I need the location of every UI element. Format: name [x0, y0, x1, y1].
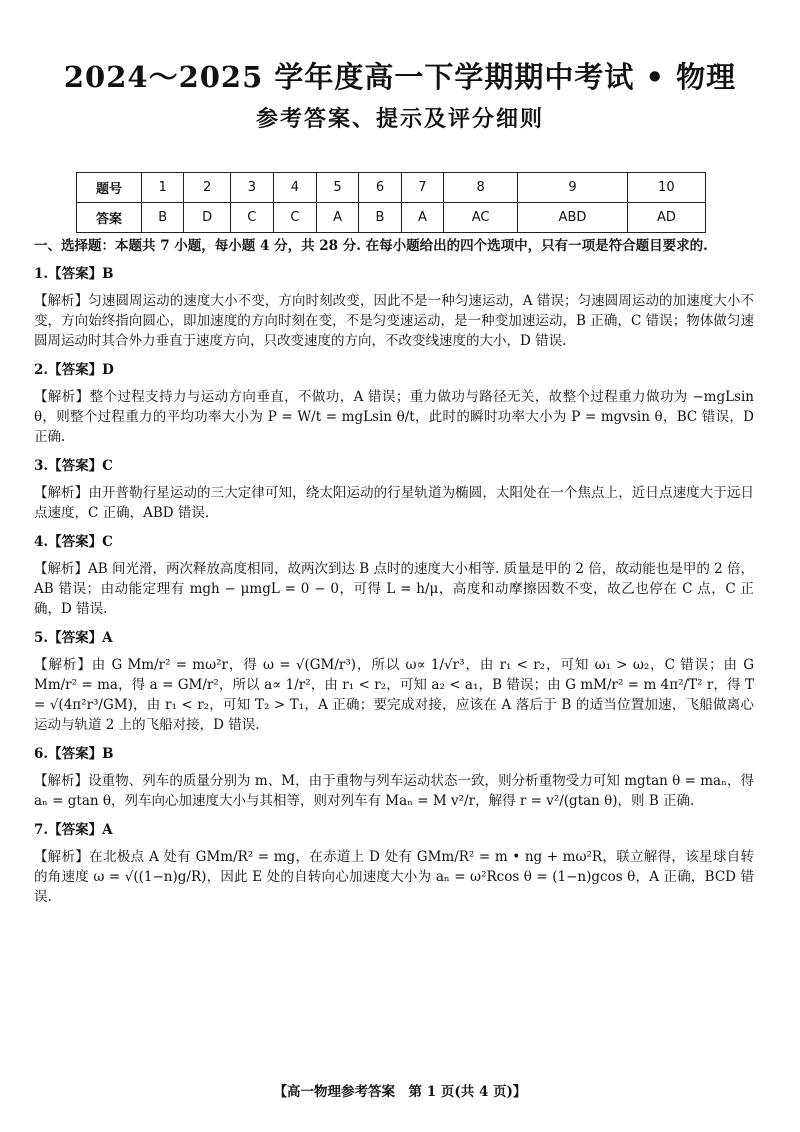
question-number: 8 [444, 173, 518, 203]
row-label-number: 题号 [77, 173, 142, 203]
answer-table-number-row [77, 173, 706, 203]
question-number: 5 [316, 173, 358, 203]
question-number: 7 [401, 173, 443, 203]
question-number: 10 [627, 173, 705, 203]
question-number: 1 [142, 173, 184, 203]
question-block [34, 264, 754, 351]
page-title: 2024～2025 学年度高一下学期期中考试 • 物理 [63, 60, 737, 94]
question-block [34, 532, 754, 619]
section-heading: 一、选择题：本题共 7 小题，每小题 4 分，共 28 分. 在每小题给出的四个选项中，只有一项是符合题目要求的. [34, 238, 708, 254]
answer-explanations [34, 236, 754, 916]
question-answer-label: 1.【答案】B [34, 266, 114, 282]
question-answer-label: 2.【答案】D [34, 362, 114, 378]
question-answer-label: 5.【答案】A [34, 630, 113, 646]
question-block [34, 456, 754, 523]
question-answer-label: 7.【答案】A [34, 822, 113, 838]
explanation-text: 【解析】AB 间光滑，两次释放高度相同，故两次到达 B 点时的速度大小相等. 质量是甲的 2 倍，故动能也是甲的 2 倍，AB 错误；由动能定理有 mgh − μmgL = 0 − 0，可得 L = h/μ，高度和动摩擦因数不变，故乙也停在 C 点，C 正确，D 错误. [34, 561, 754, 617]
explanation-text: 【解析】整个过程支持力与运动方向垂直，不做功，A 错误；重力做功与路径无关，故整个过程重力做功为 −mgLsin θ，则整个过程重力的平均功率大小为 P = W/t = mgLsin θ/t，此时的瞬时功率大小为 P = mgvsin θ，BC 错误，D 正确. [34, 389, 754, 445]
question-number: 3 [230, 173, 273, 203]
question-block [34, 820, 754, 907]
question-block [34, 744, 754, 811]
answer-cell: A [401, 203, 443, 233]
question-answer-label: 3.【答案】C [34, 458, 113, 474]
answer-cell: B [142, 203, 184, 233]
answer-cell: AC [444, 203, 518, 233]
question-number: 4 [273, 173, 316, 203]
explanation-text: 【解析】由开普勒行星运动的三大定律可知，绕太阳运动的行星轨道为椭圆，太阳处在一个焦点上，近日点速度大于远日点速度，C 正确，ABD 错误. [34, 485, 754, 521]
question-number: 2 [184, 173, 230, 203]
answer-cell: AD [627, 203, 705, 233]
question-number: 9 [518, 173, 628, 203]
explanation-text: 【解析】设重物、列车的质量分别为 m、M，由于重物与列车运动状态一致，则分析重物受力可知 mgtan θ = maₙ，得 aₙ = gtan θ，列车向心加速度大小与其相等，则对列车有 Maₙ = M v²/r，解得 r = v²/(gtan θ)，则 B 正确. [34, 773, 754, 809]
question-number: 6 [359, 173, 401, 203]
answer-table-answer-row [77, 203, 706, 233]
explanation-text: 【解析】匀速圆周运动的速度大小不变，方向时刻改变，因此不是一种匀速运动，A 错误；匀速圆周运动的加速度大小不变，方向始终指向圆心，即加速度的方向时刻在变，不是匀变速运动，是一种变加速运动，B 正确，C 错误；物体做匀速圆周运动时其合外力垂直于速度方向，只改变速度的方向，不改变线速度的大小，D 错误. [34, 293, 754, 349]
answer-cell: ABD [518, 203, 628, 233]
question-answer-label: 4.【答案】C [34, 534, 113, 550]
question-answer-label: 6.【答案】B [34, 746, 114, 762]
row-label-answer: 答案 [77, 203, 142, 233]
answer-cell: D [184, 203, 230, 233]
answer-table [76, 172, 706, 233]
answer-cell: C [273, 203, 316, 233]
explanation-text: 【解析】由 G Mm/r² = mω²r，得 ω = √(GM/r³)，所以 ω∝ 1/√r³，由 r₁ < r₂，可知 ω₁ > ω₂，C 错误；由 G Mm/r² = ma，得 a = GM/r²，所以 a∝ 1/r²，由 r₁ < r₂，可知 a₂ < a₁，B 错误；由 G mM/r² = m 4π²/T² r，得 T = √(4π²r³/GM)，由 r₁ < r₂，可知 T₂ > T₁，A 正确；要完成对接，应该在 A 落后于 B 的适当位置加速，飞船做离心运动与轨道 2 上的飞船对接，D 错误. [34, 657, 754, 733]
answer-cell: A [316, 203, 358, 233]
answer-cell: C [230, 203, 273, 233]
page-subtitle: 参考答案、提示及评分细则 [255, 106, 544, 132]
question-block [34, 360, 754, 447]
explanation-text: 【解析】在北极点 A 处有 GMm/R² = mg，在赤道上 D 处有 GMm/R² = m • ng + mω²R，联立解得，该星球自转的角速度 ω = √((1−n)g/R)，因此 E 处的自转向心加速度大小为 aₙ = ω²Rcos θ = (1−n)gcos θ，A 正确，BCD 错误. [34, 849, 754, 905]
question-block [34, 628, 754, 735]
answer-cell: B [359, 203, 401, 233]
page-footer: 【高一物理参考答案 第 1 页(共 4 页)】 [273, 1084, 527, 1100]
